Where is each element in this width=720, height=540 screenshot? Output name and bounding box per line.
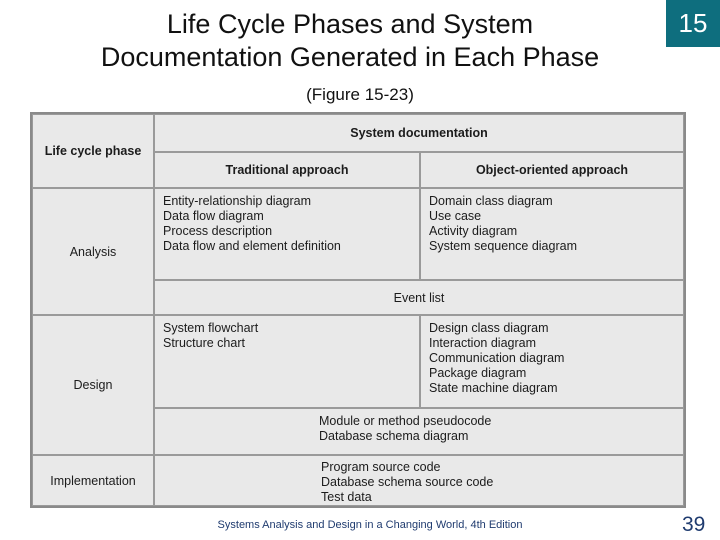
- list-item: Structure chart: [163, 336, 245, 350]
- list-item: State machine diagram: [429, 381, 558, 395]
- list-item: Data flow diagram: [163, 209, 264, 223]
- list-item: Database schema diagram: [319, 429, 469, 443]
- list-item: Use case: [429, 209, 482, 223]
- slide-title-line-2: Documentation Generated in Each Phase: [100, 42, 600, 72]
- documentation-table: [30, 112, 686, 508]
- list-item: Database schema source code: [321, 475, 494, 489]
- list-item: Interaction diagram: [429, 336, 537, 350]
- phase-implementation: Implementation: [32, 455, 154, 506]
- list-item: System sequence diagram: [429, 239, 577, 253]
- list-item: Process description: [163, 224, 273, 238]
- analysis-oo-list: [420, 188, 684, 280]
- header-system-documentation: System documentation: [154, 114, 684, 152]
- list-item: Activity diagram: [429, 224, 518, 238]
- list-item: Program source code: [321, 460, 441, 474]
- phase-design: Design: [32, 315, 154, 455]
- list-item: Module or method pseudocode: [319, 414, 492, 428]
- header-life-cycle-phase: Life cycle phase: [32, 114, 154, 188]
- chapter-badge: 15: [666, 0, 720, 47]
- analysis-traditional-list: [154, 188, 420, 280]
- list-item: Package diagram: [429, 366, 527, 380]
- list-item: Data flow and element definition: [163, 239, 341, 253]
- header-object-oriented-approach: Object-oriented approach: [420, 152, 684, 188]
- phase-analysis: Analysis: [32, 188, 154, 315]
- list-item: System flowchart: [163, 321, 259, 335]
- analysis-shared-event-list: Event list: [154, 280, 684, 315]
- page-number: 39: [682, 513, 706, 536]
- design-oo-list: [420, 315, 684, 408]
- slide-title: [60, 8, 640, 74]
- list-item: Communication diagram: [429, 351, 565, 365]
- list-item: Entity-relationship diagram: [163, 194, 311, 208]
- figure-caption: (Figure 15-23): [306, 85, 414, 104]
- list-item: Test data: [321, 490, 372, 504]
- list-item: Design class diagram: [429, 321, 549, 335]
- header-traditional-approach: Traditional approach: [154, 152, 420, 188]
- design-traditional-list: [154, 315, 420, 408]
- list-item: Domain class diagram: [429, 194, 553, 208]
- design-shared-list: [154, 408, 684, 455]
- slide-footer: Systems Analysis and Design in a Changing World, 4th Edition: [217, 519, 523, 531]
- slide-title-line-1: Life Cycle Phases and System: [166, 9, 534, 39]
- implementation-shared-list: [154, 455, 684, 506]
